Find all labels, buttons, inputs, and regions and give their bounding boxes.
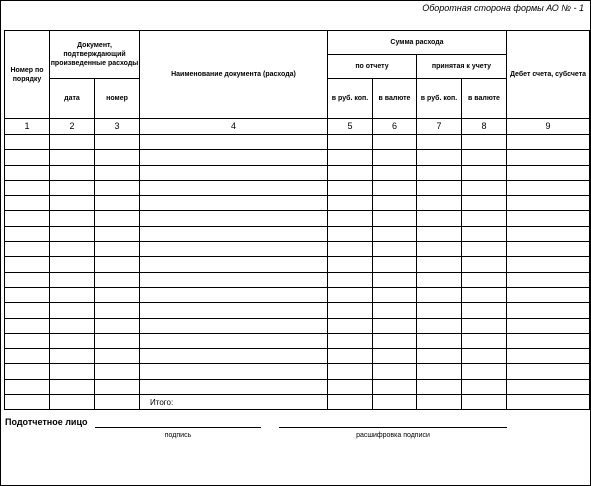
table-cell[interactable] bbox=[328, 379, 373, 394]
table-cell[interactable] bbox=[373, 379, 417, 394]
table-body bbox=[5, 135, 590, 410]
table-cell[interactable] bbox=[462, 349, 507, 364]
table-cell[interactable] bbox=[507, 395, 590, 410]
table-cell[interactable] bbox=[462, 135, 507, 150]
table-cell[interactable] bbox=[328, 349, 373, 364]
signature-line[interactable] bbox=[95, 427, 261, 428]
column-number: 6 bbox=[373, 119, 417, 135]
table-cell[interactable] bbox=[140, 272, 328, 287]
table-cell[interactable] bbox=[507, 211, 590, 226]
table-cell[interactable] bbox=[140, 226, 328, 241]
table-cell[interactable] bbox=[5, 272, 50, 287]
table-cell[interactable] bbox=[507, 196, 590, 211]
table-cell[interactable] bbox=[328, 333, 373, 348]
table-cell[interactable] bbox=[5, 303, 50, 318]
table-cell[interactable] bbox=[417, 395, 462, 410]
table-row bbox=[5, 379, 590, 394]
accountable-person-label: Подотчетное лицо bbox=[5, 417, 88, 427]
column-number: 1 bbox=[5, 119, 50, 135]
table-cell[interactable] bbox=[373, 226, 417, 241]
total-label: Итого: bbox=[140, 395, 328, 410]
table-cell[interactable] bbox=[373, 364, 417, 379]
table-cell[interactable] bbox=[328, 303, 373, 318]
table-cell[interactable] bbox=[417, 150, 462, 165]
header-rub-kop-accepted: в руб. коп. bbox=[417, 79, 462, 119]
table-cell[interactable] bbox=[95, 318, 140, 333]
header-currency-report: в валюте bbox=[373, 79, 417, 119]
header-date: дата bbox=[50, 79, 95, 119]
header-accepted: принятая к учету bbox=[417, 55, 507, 79]
table-cell[interactable] bbox=[507, 364, 590, 379]
table-cell[interactable] bbox=[328, 165, 373, 180]
table-cell[interactable] bbox=[5, 165, 50, 180]
table-row bbox=[5, 272, 590, 287]
header-per-report: по отчету bbox=[328, 55, 417, 79]
table-cell[interactable] bbox=[50, 257, 95, 272]
table-cell[interactable] bbox=[140, 257, 328, 272]
table-cell[interactable] bbox=[373, 287, 417, 302]
table-row bbox=[5, 257, 590, 272]
table-cell[interactable] bbox=[328, 395, 373, 410]
table-cell[interactable] bbox=[95, 272, 140, 287]
table-cell[interactable] bbox=[140, 364, 328, 379]
table-cell[interactable] bbox=[95, 287, 140, 302]
table-cell[interactable] bbox=[50, 364, 95, 379]
column-number: 5 bbox=[328, 119, 373, 135]
column-number: 4 bbox=[140, 119, 328, 135]
table-cell[interactable] bbox=[417, 379, 462, 394]
table-cell[interactable] bbox=[140, 150, 328, 165]
table-cell[interactable] bbox=[95, 226, 140, 241]
table-row bbox=[5, 135, 590, 150]
table-cell[interactable] bbox=[50, 379, 95, 394]
table-row bbox=[5, 150, 590, 165]
table-cell[interactable] bbox=[5, 395, 50, 410]
table-cell[interactable] bbox=[462, 165, 507, 180]
table-cell[interactable] bbox=[50, 303, 95, 318]
table-cell[interactable] bbox=[328, 135, 373, 150]
table-cell[interactable] bbox=[95, 349, 140, 364]
signature-block bbox=[5, 417, 585, 447]
table-cell[interactable] bbox=[328, 287, 373, 302]
table-cell[interactable] bbox=[507, 379, 590, 394]
table-cell[interactable] bbox=[373, 272, 417, 287]
table-cell[interactable] bbox=[140, 303, 328, 318]
table-cell[interactable] bbox=[462, 211, 507, 226]
header-expense-sum: Сумма расхода bbox=[328, 31, 507, 55]
table-cell[interactable] bbox=[95, 303, 140, 318]
table-cell[interactable] bbox=[462, 364, 507, 379]
table-row bbox=[5, 333, 590, 348]
total-row bbox=[5, 395, 590, 410]
table-row bbox=[5, 226, 590, 241]
table-cell[interactable] bbox=[328, 364, 373, 379]
table-cell[interactable] bbox=[373, 395, 417, 410]
table-cell[interactable] bbox=[507, 257, 590, 272]
table-cell[interactable] bbox=[417, 165, 462, 180]
table-cell[interactable] bbox=[373, 180, 417, 195]
column-number: 3 bbox=[95, 119, 140, 135]
table-row bbox=[5, 180, 590, 195]
table-cell[interactable] bbox=[50, 333, 95, 348]
header-document-name: Наименование документа (расхода) bbox=[140, 31, 328, 119]
table-row bbox=[5, 318, 590, 333]
table-cell[interactable] bbox=[417, 135, 462, 150]
column-number: 8 bbox=[462, 119, 507, 135]
table-cell[interactable] bbox=[140, 211, 328, 226]
table-cell[interactable] bbox=[417, 303, 462, 318]
table-cell[interactable] bbox=[373, 318, 417, 333]
table-row bbox=[5, 349, 590, 364]
header-debit-account: Дебет счета, субсчета bbox=[507, 31, 590, 119]
table-cell[interactable] bbox=[95, 211, 140, 226]
table-cell[interactable] bbox=[95, 165, 140, 180]
table-cell[interactable] bbox=[417, 287, 462, 302]
table-cell[interactable] bbox=[328, 196, 373, 211]
table-cell[interactable] bbox=[417, 180, 462, 195]
table-cell[interactable] bbox=[417, 318, 462, 333]
table-cell[interactable] bbox=[462, 303, 507, 318]
table-cell[interactable] bbox=[507, 242, 590, 257]
table-cell[interactable] bbox=[95, 379, 140, 394]
table-cell[interactable] bbox=[5, 211, 50, 226]
header-row-number: Номер по порядку bbox=[5, 31, 50, 119]
table-cell[interactable] bbox=[507, 272, 590, 287]
table-cell[interactable] bbox=[462, 287, 507, 302]
table-cell[interactable] bbox=[417, 333, 462, 348]
table-cell[interactable] bbox=[328, 318, 373, 333]
table-cell[interactable] bbox=[507, 135, 590, 150]
table-cell[interactable] bbox=[50, 395, 95, 410]
table-cell[interactable] bbox=[373, 349, 417, 364]
table-cell[interactable] bbox=[417, 242, 462, 257]
table-row bbox=[5, 242, 590, 257]
table-cell[interactable] bbox=[5, 287, 50, 302]
table-cell[interactable] bbox=[417, 196, 462, 211]
table-cell[interactable] bbox=[140, 287, 328, 302]
table-row bbox=[5, 364, 590, 379]
table-cell[interactable] bbox=[50, 165, 95, 180]
table-cell[interactable] bbox=[462, 150, 507, 165]
table-cell[interactable] bbox=[417, 226, 462, 241]
table-cell[interactable] bbox=[417, 349, 462, 364]
table-row bbox=[5, 303, 590, 318]
table-cell[interactable] bbox=[373, 165, 417, 180]
table-cell[interactable] bbox=[507, 303, 590, 318]
table-cell[interactable] bbox=[5, 226, 50, 241]
table-cell[interactable] bbox=[140, 196, 328, 211]
table-cell[interactable] bbox=[328, 242, 373, 257]
table-cell[interactable] bbox=[5, 364, 50, 379]
table-cell[interactable] bbox=[95, 395, 140, 410]
column-number: 9 bbox=[507, 119, 590, 135]
table-cell[interactable] bbox=[373, 303, 417, 318]
table-cell[interactable] bbox=[5, 135, 50, 150]
table-cell[interactable] bbox=[462, 196, 507, 211]
table-cell[interactable] bbox=[95, 135, 140, 150]
table-cell[interactable] bbox=[373, 242, 417, 257]
header-rub-kop-report: в руб. коп. bbox=[328, 79, 373, 119]
table-cell[interactable] bbox=[50, 196, 95, 211]
table-cell[interactable] bbox=[417, 272, 462, 287]
table-cell[interactable] bbox=[507, 333, 590, 348]
table-cell[interactable] bbox=[373, 257, 417, 272]
table-cell[interactable] bbox=[50, 287, 95, 302]
table-cell[interactable] bbox=[507, 349, 590, 364]
table-cell[interactable] bbox=[373, 135, 417, 150]
table-row bbox=[5, 165, 590, 180]
table-cell[interactable] bbox=[462, 226, 507, 241]
table-cell[interactable] bbox=[462, 272, 507, 287]
table-cell[interactable] bbox=[462, 180, 507, 195]
table-cell[interactable] bbox=[5, 242, 50, 257]
header-number: номер bbox=[95, 79, 140, 119]
table-cell[interactable] bbox=[462, 333, 507, 348]
table-cell[interactable] bbox=[95, 180, 140, 195]
table-cell[interactable] bbox=[95, 242, 140, 257]
table-cell[interactable] bbox=[140, 318, 328, 333]
table-cell[interactable] bbox=[140, 180, 328, 195]
table-cell[interactable] bbox=[95, 196, 140, 211]
table-cell[interactable] bbox=[328, 150, 373, 165]
table-cell[interactable] bbox=[50, 272, 95, 287]
table-row bbox=[5, 211, 590, 226]
table-cell[interactable] bbox=[140, 379, 328, 394]
form-caption: Оборотная сторона формы АО № - 1 bbox=[422, 3, 584, 13]
table-cell[interactable] bbox=[507, 287, 590, 302]
expense-table bbox=[4, 30, 590, 410]
table-cell[interactable] bbox=[50, 211, 95, 226]
table-cell[interactable] bbox=[417, 211, 462, 226]
signature-transcript-caption: расшифровка подписи bbox=[356, 432, 430, 439]
table-cell[interactable] bbox=[462, 395, 507, 410]
table-cell[interactable] bbox=[507, 165, 590, 180]
table-cell[interactable] bbox=[50, 242, 95, 257]
table-cell[interactable] bbox=[5, 196, 50, 211]
table-cell[interactable] bbox=[462, 257, 507, 272]
table-cell[interactable] bbox=[507, 226, 590, 241]
table-row bbox=[5, 196, 590, 211]
table-row bbox=[5, 287, 590, 302]
column-number-row bbox=[5, 119, 590, 135]
table-cell[interactable] bbox=[5, 318, 50, 333]
table-cell[interactable] bbox=[373, 150, 417, 165]
table-cell[interactable] bbox=[462, 242, 507, 257]
table-cell[interactable] bbox=[95, 364, 140, 379]
table-cell[interactable] bbox=[95, 150, 140, 165]
table-cell[interactable] bbox=[95, 257, 140, 272]
signature-transcript-line[interactable] bbox=[279, 427, 507, 428]
signature-caption: подпись bbox=[164, 432, 192, 439]
table-cell[interactable] bbox=[140, 165, 328, 180]
table-cell[interactable] bbox=[507, 150, 590, 165]
table-cell[interactable] bbox=[95, 333, 140, 348]
table-cell[interactable] bbox=[5, 379, 50, 394]
table-cell[interactable] bbox=[507, 318, 590, 333]
table-cell[interactable] bbox=[373, 211, 417, 226]
table-cell[interactable] bbox=[328, 211, 373, 226]
table-cell[interactable] bbox=[328, 272, 373, 287]
header-currency-accepted: в валюте bbox=[462, 79, 507, 119]
table-cell[interactable] bbox=[373, 196, 417, 211]
table-cell[interactable] bbox=[5, 257, 50, 272]
table-cell[interactable] bbox=[417, 257, 462, 272]
table-cell[interactable] bbox=[462, 379, 507, 394]
table-cell[interactable] bbox=[5, 150, 50, 165]
table-cell[interactable] bbox=[373, 333, 417, 348]
table-cell[interactable] bbox=[50, 135, 95, 150]
table-cell[interactable] bbox=[140, 242, 328, 257]
table-cell[interactable] bbox=[50, 180, 95, 195]
table-cell[interactable] bbox=[328, 257, 373, 272]
table-cell[interactable] bbox=[50, 226, 95, 241]
table-cell[interactable] bbox=[462, 318, 507, 333]
column-number: 2 bbox=[50, 119, 95, 135]
column-number: 7 bbox=[417, 119, 462, 135]
table-cell[interactable] bbox=[507, 180, 590, 195]
table-cell[interactable] bbox=[5, 333, 50, 348]
header-document-group: Документ, подтверждающий произведенные расходы bbox=[50, 31, 140, 79]
table-cell[interactable] bbox=[50, 318, 95, 333]
table-cell[interactable] bbox=[50, 150, 95, 165]
table-cell[interactable] bbox=[140, 135, 328, 150]
table-cell[interactable] bbox=[417, 364, 462, 379]
table-cell[interactable] bbox=[5, 180, 50, 195]
table-cell[interactable] bbox=[50, 349, 95, 364]
table-cell[interactable] bbox=[5, 349, 50, 364]
table-cell[interactable] bbox=[140, 333, 328, 348]
table-cell[interactable] bbox=[328, 226, 373, 241]
table-cell[interactable] bbox=[328, 180, 373, 195]
table-cell[interactable] bbox=[140, 349, 328, 364]
